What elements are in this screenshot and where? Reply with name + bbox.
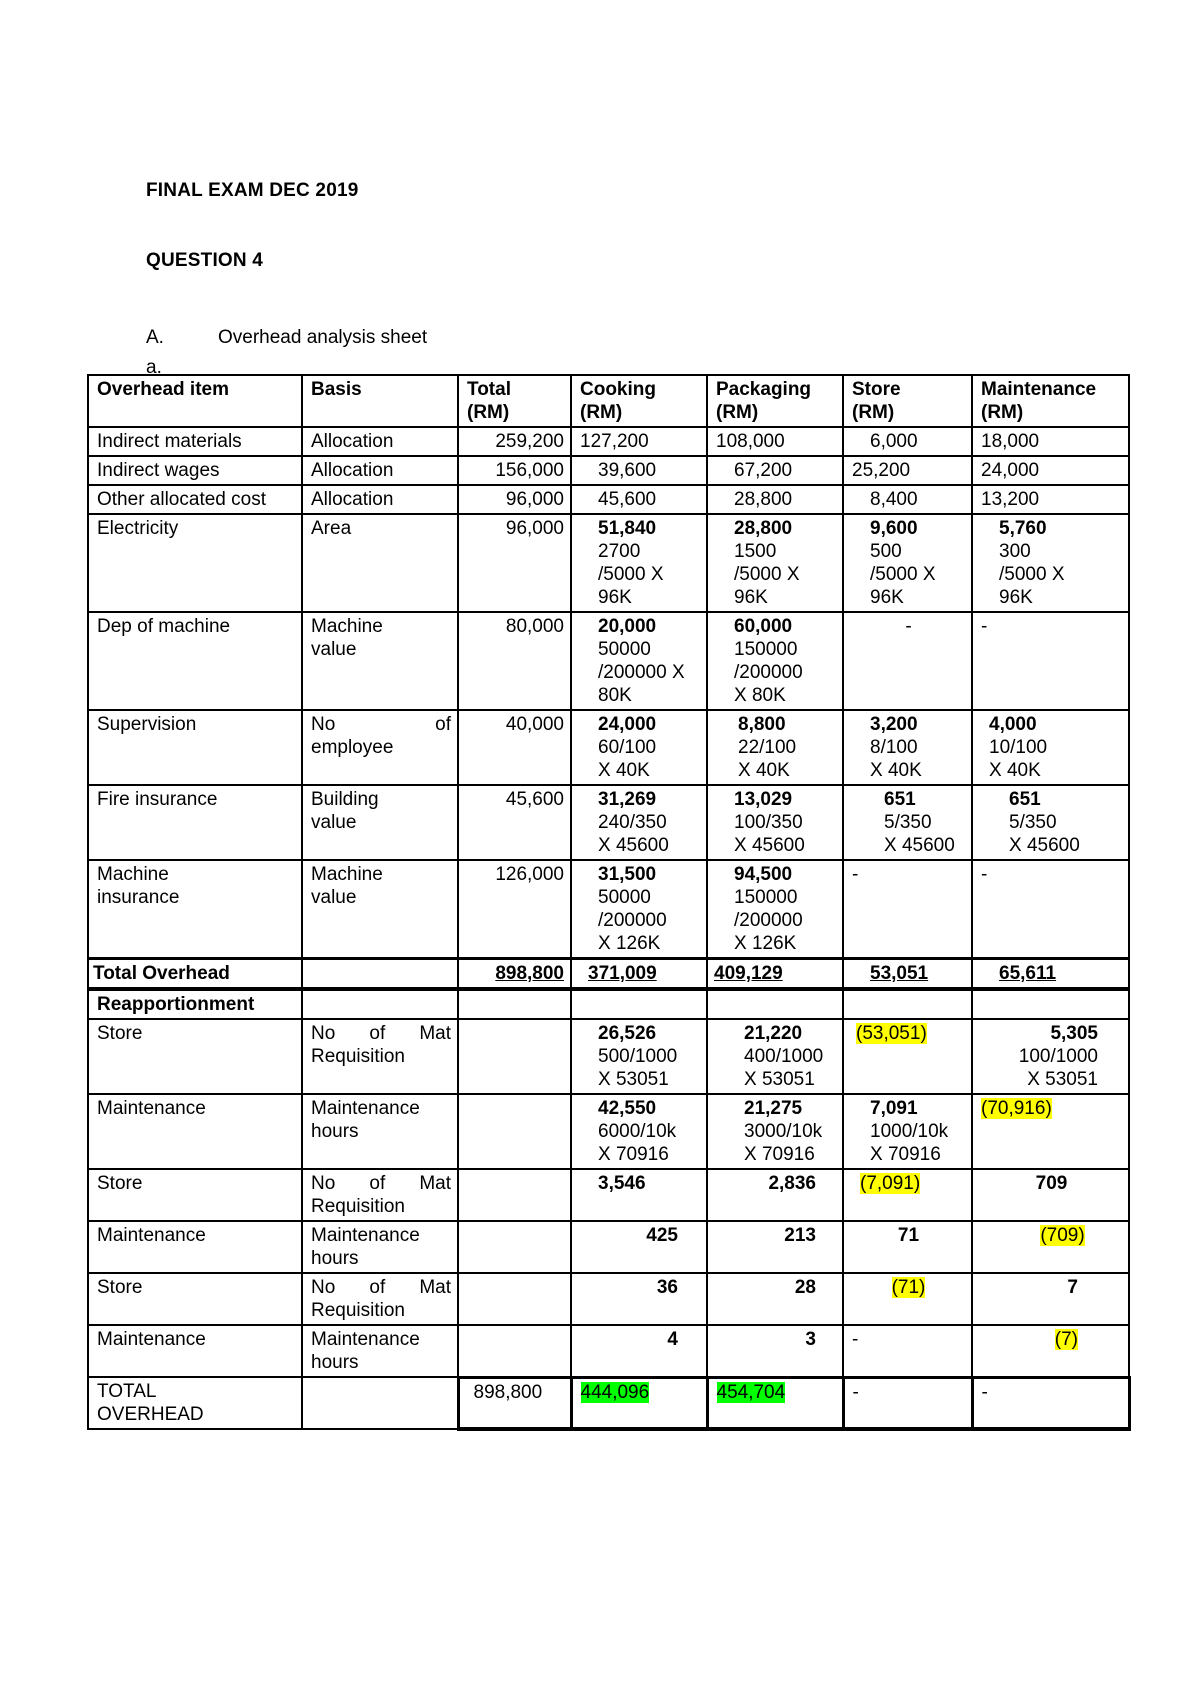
final-total-total: 898,800: [458, 1377, 571, 1429]
reapportionment-label: Reapportionment: [88, 989, 302, 1019]
empty-cell: [458, 989, 571, 1019]
section-letter: A.: [146, 327, 164, 348]
final-total-packaging: 454,704: [707, 1377, 843, 1429]
row-store: (71): [843, 1273, 972, 1325]
total-overhead-packaging: 409,129: [707, 959, 843, 990]
row-maintenance: (70,916): [972, 1094, 1129, 1169]
row-packaging: 28,800 1500 /5000 X 96K: [707, 514, 843, 612]
empty-cell: [843, 989, 972, 1019]
row-item: Store: [88, 1169, 302, 1221]
row-cooking: 31,500 50000 /200000 X 126K: [571, 860, 707, 959]
row-basis: No of employee: [302, 710, 458, 785]
section-title: Overhead analysis sheet: [218, 327, 428, 348]
row-total: 80,000: [458, 612, 571, 710]
row-store: -: [843, 612, 972, 710]
row-item: Supervision: [88, 710, 302, 785]
table-header-row: [88, 375, 1129, 427]
row-store: 71: [843, 1221, 972, 1273]
table-row: [88, 860, 1129, 959]
row-packaging: 94,500 150000 /200000 X 126K: [707, 860, 843, 959]
final-total-cooking: 444,096: [571, 1377, 707, 1429]
row-maintenance: 7: [972, 1273, 1129, 1325]
empty-cell: [972, 989, 1129, 1019]
row-cooking: 4: [571, 1325, 707, 1377]
row-cooking: 39,600: [571, 456, 707, 485]
row-basis: Maintenance hours: [302, 1325, 458, 1377]
row-cooking: 31,269 240/350 X 45600: [571, 785, 707, 860]
row-store: (53,051): [843, 1019, 972, 1094]
reapportionment-row: [88, 1019, 1129, 1094]
row-cooking: 26,526 500/1000 X 53051: [571, 1019, 707, 1094]
table-row: [88, 514, 1129, 612]
row-packaging: 28,800: [707, 485, 843, 514]
total-overhead-row: [88, 959, 1129, 990]
row-basis: Allocation: [302, 456, 458, 485]
table-row: [88, 612, 1129, 710]
row-packaging: 8,800 22/100 X 40K: [707, 710, 843, 785]
row-basis: Machine value: [302, 860, 458, 959]
table-row: [88, 427, 1129, 456]
question-number: QUESTION 4: [146, 250, 264, 271]
row-maintenance: 18,000: [972, 427, 1129, 456]
total-overhead-label: Total Overhead: [88, 959, 302, 990]
reapportionment-header-row: [88, 989, 1129, 1019]
table-row: [88, 456, 1129, 485]
row-store: (7,091): [843, 1169, 972, 1221]
row-total: [458, 1221, 571, 1273]
total-overhead-total: 898,800: [458, 959, 571, 990]
total-overhead-cooking: 371,009: [571, 959, 707, 990]
row-basis: Allocation: [302, 427, 458, 456]
row-packaging: 60,000 150000 /200000 X 80K: [707, 612, 843, 710]
row-basis: Maintenance hours: [302, 1094, 458, 1169]
final-total-row: [88, 1377, 1129, 1429]
reapportionment-row: [88, 1169, 1129, 1221]
total-overhead-basis: [302, 959, 458, 990]
row-item: Electricity: [88, 514, 302, 612]
row-item: Store: [88, 1273, 302, 1325]
empty-cell: [571, 989, 707, 1019]
row-item: Maintenance: [88, 1325, 302, 1377]
row-item: Machine insurance: [88, 860, 302, 959]
row-maintenance: -: [972, 860, 1129, 959]
row-total: 96,000: [458, 514, 571, 612]
row-packaging: 13,029 100/350 X 45600: [707, 785, 843, 860]
row-packaging: 108,000: [707, 427, 843, 456]
row-cooking: 24,000 60/100 X 40K: [571, 710, 707, 785]
row-store: 6,000: [843, 427, 972, 456]
row-maintenance: 13,200: [972, 485, 1129, 514]
row-cooking: 36: [571, 1273, 707, 1325]
row-basis: Area: [302, 514, 458, 612]
total-overhead-maintenance: 65,611: [972, 959, 1129, 990]
row-maintenance: 651 5/350 X 45600: [972, 785, 1129, 860]
row-item: Other allocated cost: [88, 485, 302, 514]
header-cooking: Cooking (RM): [571, 375, 707, 427]
reapportionment-row: [88, 1273, 1129, 1325]
row-total: 40,000: [458, 710, 571, 785]
row-total: 96,000: [458, 485, 571, 514]
row-cooking: 51,840 2700 /5000 X 96K: [571, 514, 707, 612]
reapportionment-row: [88, 1221, 1129, 1273]
row-cooking: 127,200: [571, 427, 707, 456]
row-basis: No of Mat Requisition: [302, 1273, 458, 1325]
row-packaging: 67,200: [707, 456, 843, 485]
row-store: 651 5/350 X 45600: [843, 785, 972, 860]
row-item: Indirect materials: [88, 427, 302, 456]
row-store: 3,200 8/100 X 40K: [843, 710, 972, 785]
row-cooking: 45,600: [571, 485, 707, 514]
final-total-store: -: [843, 1377, 972, 1429]
row-basis: Machine value: [302, 612, 458, 710]
final-total-maintenance: -: [972, 1377, 1129, 1429]
row-store: 25,200: [843, 456, 972, 485]
row-basis: Maintenance hours: [302, 1221, 458, 1273]
row-basis: Allocation: [302, 485, 458, 514]
reapportionment-row: [88, 1094, 1129, 1169]
row-maintenance: 24,000: [972, 456, 1129, 485]
row-packaging: 2,836: [707, 1169, 843, 1221]
row-total: [458, 1169, 571, 1221]
row-item: Maintenance: [88, 1221, 302, 1273]
row-cooking: 20,000 50000 /200000 X 80K: [571, 612, 707, 710]
row-store: 7,091 1000/10k X 70916: [843, 1094, 972, 1169]
row-total: [458, 1094, 571, 1169]
table-row: [88, 710, 1129, 785]
section-heading: [146, 327, 427, 349]
sub-letter: a.: [146, 357, 162, 378]
row-packaging: 213: [707, 1221, 843, 1273]
row-store: -: [843, 1325, 972, 1377]
row-item: Maintenance: [88, 1094, 302, 1169]
table-row: [88, 785, 1129, 860]
row-store: 9,600 500 /5000 X 96K: [843, 514, 972, 612]
row-basis: No of Mat Requisition: [302, 1019, 458, 1094]
row-item: Store: [88, 1019, 302, 1094]
row-maintenance: (7): [972, 1325, 1129, 1377]
row-total: [458, 1273, 571, 1325]
total-overhead-store: 53,051: [843, 959, 972, 990]
row-packaging: 21,275 3000/10k X 70916: [707, 1094, 843, 1169]
row-total: 156,000: [458, 456, 571, 485]
table-row: [88, 485, 1129, 514]
row-maintenance: 709: [972, 1169, 1129, 1221]
row-total: 259,200: [458, 427, 571, 456]
row-maintenance: 5,760 300 /5000 X 96K: [972, 514, 1129, 612]
row-maintenance: 4,000 10/100 X 40K: [972, 710, 1129, 785]
row-packaging: 21,220 400/1000 X 53051: [707, 1019, 843, 1094]
row-item: Fire insurance: [88, 785, 302, 860]
final-total-basis: [302, 1377, 458, 1429]
header-packaging: Packaging (RM): [707, 375, 843, 427]
header-store: Store (RM): [843, 375, 972, 427]
empty-cell: [707, 989, 843, 1019]
row-total: [458, 1325, 571, 1377]
row-packaging: 28: [707, 1273, 843, 1325]
header-overhead-item: Overhead item: [88, 375, 302, 427]
row-store: 8,400: [843, 485, 972, 514]
row-cooking: 425: [571, 1221, 707, 1273]
row-maintenance: 5,305 100/1000 X 53051: [972, 1019, 1129, 1094]
row-item: Dep of machine: [88, 612, 302, 710]
exam-title: FINAL EXAM DEC 2019: [146, 180, 359, 201]
header-total: Total (RM): [458, 375, 571, 427]
row-packaging: 3: [707, 1325, 843, 1377]
reapportionment-row: [88, 1325, 1129, 1377]
final-total-label: TOTAL OVERHEAD: [88, 1377, 302, 1429]
row-cooking: 3,546: [571, 1169, 707, 1221]
empty-cell: [302, 989, 458, 1019]
row-cooking: 42,550 6000/10k X 70916: [571, 1094, 707, 1169]
row-total: [458, 1019, 571, 1094]
header-maintenance: Maintenance (RM): [972, 375, 1129, 427]
header-basis: Basis: [302, 375, 458, 427]
row-total: 126,000: [458, 860, 571, 959]
row-basis: No of Mat Requisition: [302, 1169, 458, 1221]
row-total: 45,600: [458, 785, 571, 860]
row-store: -: [843, 860, 972, 959]
row-item: Indirect wages: [88, 456, 302, 485]
row-maintenance: (709): [972, 1221, 1129, 1273]
row-basis: Building value: [302, 785, 458, 860]
row-maintenance: -: [972, 612, 1129, 710]
overhead-analysis-table: [87, 374, 1131, 1431]
